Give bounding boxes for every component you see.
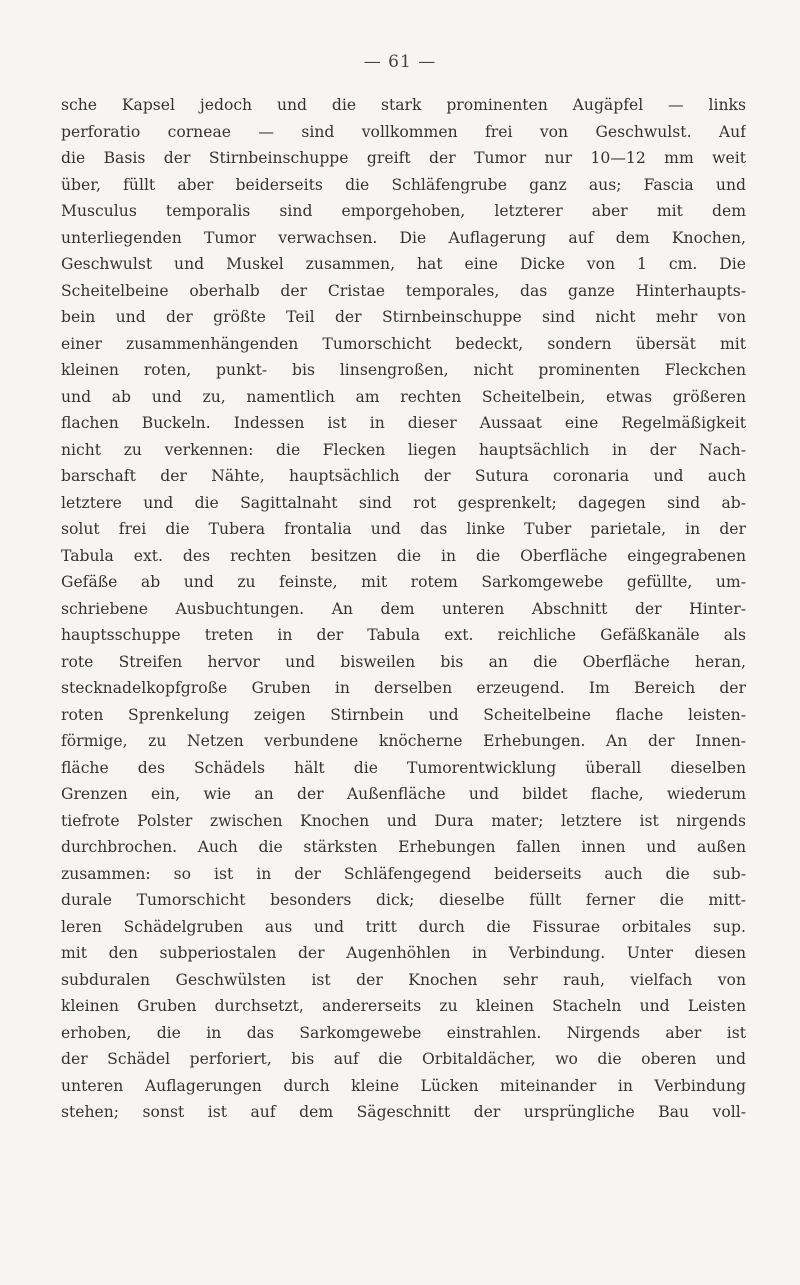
text-line: schriebene Ausbuchtungen. An dem unteren Abschnitt der Hinter- [61,599,746,618]
text-line: rote Streifen hervor und bisweilen bis an die Oberfläche heran, [61,652,746,671]
text-line: kleinen Gruben durchsetzt, andererseits zu kleinen Stacheln und Leisten [61,997,746,1015]
text-line: Geschwulst und Muskel zusammen, hat eine Dicke von 1 cm. Die [61,255,746,273]
text-line: stehen; sonst ist auf dem Sägeschnitt der ursprüngliche Bau voll- [61,1103,746,1121]
page-number: — 61 — [363,52,437,72]
text-line: stecknadelkopfgroße Gruben in derselben erzeugend. Im Bereich der [61,679,746,697]
body-text [61,92,746,1126]
text-line: einer zusammenhängenden Tumorschicht bedeckt, sondern übersät mit [61,334,746,353]
text-line: die Basis der Stirnbeinschuppe greift der Tumor nur 10—12 mm weit [61,149,746,167]
text-line: unteren Auflagerungen durch kleine Lücken miteinander in Verbindung [61,1076,746,1095]
text-line: unterliegenden Tumor verwachsen. Die Auflagerung auf dem Knochen, [61,228,746,247]
text-line: durale Tumorschicht besonders dick; dieselbe füllt ferner die mitt- [61,891,746,909]
text-line: leren Schädelgruben aus und tritt durch die Fissurae orbitales sup. [61,917,746,936]
text-line: tiefrote Polster zwischen Knochen und Dura mater; letztere ist nirgends [61,811,746,830]
text-line: nicht zu verkennen: die Flecken liegen hauptsächlich in der Nach- [61,440,746,459]
text-line: roten Sprenkelung zeigen Stirnbein und Scheitelbeine flache leisten- [61,705,746,724]
text-line: Musculus temporalis sind emporgehoben, letzterer aber mit dem [61,202,746,220]
text-line: förmige, zu Netzen verbundene knöcherne Erhebungen. An der Innen- [61,732,746,750]
text-line: erhoben, die in das Sarkomgewebe einstrahlen. Nirgends aber ist [61,1023,746,1042]
text-line: über, füllt aber beiderseits die Schläfengrube ganz aus; Fascia und [61,175,746,194]
text-line: zusammen: so ist in der Schläfengegend beiderseits auch die sub- [61,864,746,883]
text-line: und ab und zu, namentlich am rechten Scheitelbein, etwas größeren [61,387,746,406]
text-line: sche Kapsel jedoch und die stark prominenten Augäpfel — links [61,96,746,114]
text-line: der Schädel perforiert, bis auf die Orbitaldächer, wo die oberen und [61,1050,746,1068]
text-line: Gefäße ab und zu feinste, mit rotem Sarkomgewebe gefüllte, um- [61,573,746,591]
text-line: perforatio corneae — sind vollkommen frei von Geschwulst. Auf [61,122,746,141]
text-line: durchbrochen. Auch die stärksten Erhebungen fallen innen und außen [61,838,746,856]
text-line: flachen Buckeln. Indessen ist in dieser Aussaat eine Regelmäßigkeit [61,414,746,432]
text-line: barschaft der Nähte, hauptsächlich der Sutura coronaria und auch [61,467,746,485]
text-line: letztere und die Sagittalnaht sind rot gesprenkelt; dagegen sind ab- [61,493,746,512]
text-line: solut frei die Tubera frontalia und das linke Tuber parietale, in der [61,520,746,538]
text-line: fläche des Schädels hält die Tumorentwicklung überall dieselben [61,758,746,777]
text-line: subduralen Geschwülsten ist der Knochen sehr rauh, vielfach von [61,970,746,989]
text-line: Grenzen ein, wie an der Außenfläche und bildet flache, wiederum [61,785,746,803]
text-line: Tabula ext. des rechten besitzen die in die Oberfläche eingegrabenen [61,546,746,565]
text-line: Scheitelbeine oberhalb der Cristae temporales, das ganze Hinterhaupts- [61,281,746,300]
text-line: mit den subperiostalen der Augenhöhlen in Verbindung. Unter diesen [61,944,746,962]
text-line: kleinen roten, punkt- bis linsengroßen, nicht prominenten Fleckchen [61,361,746,379]
text-line: bein und der größte Teil der Stirnbeinschuppe sind nicht mehr von [61,308,746,326]
text-line: hauptsschuppe treten in der Tabula ext. reichliche Gefäßkanäle als [61,626,746,644]
